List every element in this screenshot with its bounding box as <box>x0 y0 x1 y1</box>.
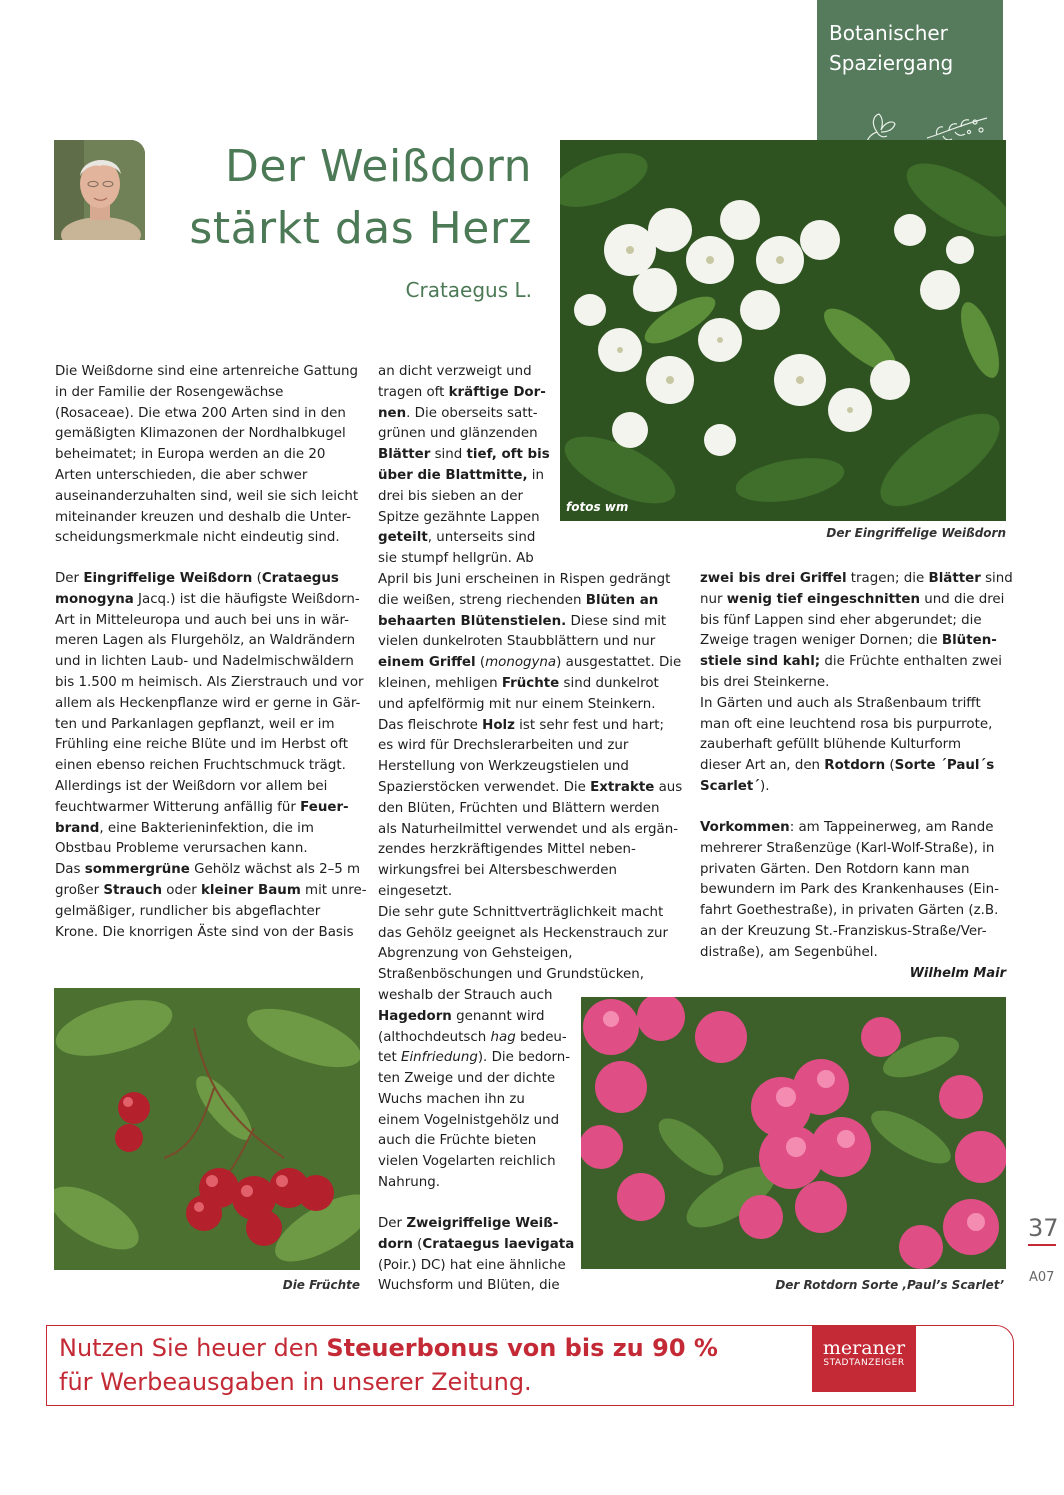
text-line: den Blüten, Früchten und Blättern werden <box>378 800 660 816</box>
text-line: gemäßigten Klimazonen der Nordhalbkugel <box>55 426 346 442</box>
text-line: (althochdeutsch hag bedeu- <box>378 1029 567 1045</box>
text-line: Arten unterschieden, die aber schwer <box>55 467 308 483</box>
text-line: mehrerer Straßenzüge (Karl-Wolf-Straße), in <box>700 840 995 856</box>
text-line: Der Eingriffelige Weißdorn (Crataegus <box>55 571 339 586</box>
text-line: geteilt, unterseits sind <box>378 530 536 546</box>
text-line: Krone. Die knorrigen Äste sind von der Basis <box>55 924 354 940</box>
text-line: nen. Die oberseits satt- <box>378 405 538 421</box>
section-tag <box>817 0 1003 160</box>
col1-paragraph1 <box>55 362 358 549</box>
caption-main-photo: Der Eingriffelige Weißdorn <box>826 526 1006 540</box>
text-line: miteinander kreuzen und deshalb die Unter- <box>55 509 351 525</box>
text-line: privaten Gärten. Den Rotdorn kann man <box>700 861 970 877</box>
text-line: Art in Mitteleuropa und auch bei uns in wär- <box>55 612 350 628</box>
text-line: allem als Heckenpflanze wird er gerne in Gär- <box>55 695 361 711</box>
text-line: Zweige tragen weniger Dornen; die Blüten- <box>700 633 997 649</box>
text-line: Scarlet´). <box>700 778 770 794</box>
text-line: scheidungsmerkmale nicht eindeutig sind. <box>55 530 340 546</box>
text-line: an dicht verzweigt und <box>378 364 532 379</box>
meraner-logo <box>812 1326 916 1392</box>
headline-line1: Der Weißdorn <box>224 141 532 192</box>
text-line: großer Strauch oder kleiner Baum mit unre- <box>55 882 367 898</box>
text-line: tragen oft kräftige Dor- <box>378 384 546 400</box>
text-line: dieser Art an, den Rotdorn (Sorte ´Paul´s <box>700 758 995 774</box>
text-line: in der Familie der Rosengewächse <box>55 384 284 400</box>
headline-line2: stärkt das Herz <box>189 203 532 254</box>
text-line: dorn (Crataegus laevigata <box>378 1236 575 1252</box>
text-line: Das fleischrote Holz ist sehr fest und hart; <box>378 717 664 733</box>
caption-fruits: Die Früchte <box>282 1278 360 1292</box>
text-line: Die sehr gute Schnittverträglichkeit macht <box>378 904 664 920</box>
text-line: Vorkommen: am Tappeinerweg, am Rande <box>700 820 994 835</box>
text-line: zauberhaft gefüllt blühende Kulturform <box>700 737 961 753</box>
text-line: monogyna Jacq.) ist die häufigste Weißdorn- <box>55 591 360 607</box>
text-line: eingesetzt. <box>378 883 453 899</box>
text-line: beheimatet; in Europa werden an die 20 <box>55 447 326 463</box>
text-line: stiele sind kahl; die Früchte enthalten zwei <box>700 654 1002 670</box>
text-line: einen ebenso reichen Fruchtschmuck trägt. <box>55 758 346 774</box>
caption-rotdorn: Der Rotdorn Sorte ‚Paul’s Scarlet’ <box>775 1278 1004 1292</box>
text-line: auch die Früchte bieten <box>378 1133 537 1149</box>
col3-paragraph2 <box>700 818 999 964</box>
text-line: gelmäßiger, rundlicher bis abgeflachter <box>55 903 321 919</box>
text-line: auseinanderzuhalten sind, weil sie sich leicht <box>55 488 359 504</box>
text-line: zwei bis drei Griffel tragen; die Blätter sind <box>700 571 1013 586</box>
ad-line1-bold: Steuerbonus von bis zu 90 % <box>326 1334 718 1362</box>
ad-line1-text: Nutzen Sie heuer den <box>59 1334 327 1362</box>
text-line: Blätter sind tief, oft bis <box>378 447 550 463</box>
col2-paragraph2 <box>378 1214 574 1297</box>
text-line: ten und Parkanlagen gepflanzt, weil er im <box>55 716 335 732</box>
text-line: über die Blattmitte, in <box>378 467 545 483</box>
author-signature: Wilhelm Mair <box>909 966 1006 981</box>
text-line: weshalb der Strauch auch <box>378 987 553 1003</box>
text-line: wirkungsfrei bei Altersbeschwerden <box>378 863 617 879</box>
text-line: bis drei Steinkerne. <box>700 674 830 690</box>
text-line: an der Kreuzung St.-Franziskus-Straße/Ver- <box>700 923 987 939</box>
photo-rotdorn <box>581 997 1006 1269</box>
text-line: einem Griffel (monogyna) ausgestattet. Die <box>378 655 682 671</box>
section-tag-line2: Spaziergang <box>829 51 954 75</box>
text-line: Wuchsform und Blüten, die <box>378 1278 560 1294</box>
text-line: Allerdings ist der Weißdorn vor allem bei <box>55 778 328 794</box>
col3-paragraph1 <box>700 569 1013 798</box>
author-photo <box>54 140 145 240</box>
page-number-rule <box>1028 1244 1056 1246</box>
text-line: sie stumpf hellgrün. Ab <box>378 551 534 567</box>
text-line: (Rosaceae). Die etwa 200 Arten sind in den <box>55 405 346 421</box>
text-line: (Poir.) DC) hat eine ähnliche <box>378 1257 566 1273</box>
text-line: Obstbau Probleme verursachen kann. <box>55 841 308 857</box>
text-line: als Naturheilmittel verwendet und als ergän- <box>378 821 679 837</box>
text-line: und apfelförmig mit nur einem Steinkern. <box>378 696 656 712</box>
text-line: Der Zweigriffelige Weiß- <box>378 1216 559 1231</box>
text-line: es wird für Drechslerarbeiten und zur <box>378 738 629 754</box>
text-line: Hagedorn genannt wird <box>378 1008 545 1024</box>
text-line: Frühling eine reiche Blüte und im Herbst oft <box>55 737 348 753</box>
text-line: zendes herzkräftigendes Mittel neben- <box>378 842 636 858</box>
logo-subtitle: STADTANZEIGER <box>823 1358 905 1368</box>
logo-name: meraner <box>822 1337 906 1359</box>
text-line: Nahrung. <box>378 1175 440 1191</box>
text-line: kleinen, mehligen Früchte sind dunkelrot <box>378 675 659 691</box>
text-line: tet Einfriedung). Die bedorn- <box>378 1050 571 1066</box>
text-line: bis 1.500 m heimisch. Als Zierstrauch und vor <box>55 674 364 690</box>
text-line: nur wenig tief eingeschnitten und die drei <box>700 591 1005 607</box>
text-line: brand, eine Bakterieninfektion, die im <box>55 820 314 836</box>
ad-line2: für Werbeausgaben in unserer Zeitung. <box>59 1368 532 1396</box>
ad-banner <box>46 1325 1014 1406</box>
text-line: Wuchs machen ihn zu <box>378 1091 525 1107</box>
text-line: und in lichten Laub- und Nadelmischwäldern <box>55 654 354 670</box>
text-line: April bis Juni erscheinen in Rispen gedrängt <box>378 571 671 587</box>
col1-paragraph2 <box>55 569 367 943</box>
text-line: Spitze gezähnte Lappen <box>378 509 540 525</box>
text-line: vielen dunkelroten Staubblättern und nur <box>378 634 656 650</box>
text-line: bewundern im Park des Krankenhauses (Ein- <box>700 882 999 898</box>
text-line: Die Weißdorne sind eine artenreiche Gattung <box>55 364 358 379</box>
page-number: 37 <box>1028 1214 1059 1242</box>
text-line: behaarten Blütenstielen. Diese sind mit <box>378 613 667 629</box>
text-line: die weißen, streng riechenden Blüten an <box>378 592 659 608</box>
text-line: einem Vogelnistgehölz und <box>378 1112 560 1128</box>
photo-hawthorn-fruits <box>54 988 360 1270</box>
text-line: grünen und glänzenden <box>378 426 538 442</box>
section-tag-line1: Botanischer <box>829 21 948 45</box>
text-line: ten Zweige und der dichte <box>378 1071 556 1087</box>
text-line: vielen Vogelarten reichlich <box>378 1154 556 1170</box>
text-line: fahrt Goethestraße), in privaten Gärten (z.B. <box>700 903 999 919</box>
text-line: feuchtwarmer Witterung anfällig für Feuer- <box>55 799 349 815</box>
text-line: bis fünf Lappen sind eher abgerundet; die <box>700 612 982 628</box>
text-line: distraße), am Segenbühel. <box>700 944 878 960</box>
headline <box>150 136 532 260</box>
text-line: das Gehölz geeignet als Heckenstrauch zur <box>378 925 669 941</box>
text-line: drei bis sieben an der <box>378 488 523 504</box>
text-line: Straßenböschungen und Grundstücken, <box>378 967 645 983</box>
photo-credit: fotos wm <box>566 500 629 514</box>
text-line: Das sommergrüne Gehölz wächst als 2–5 m <box>55 862 361 878</box>
text-line: Abgrenzung von Gehsteigen, <box>378 946 573 962</box>
text-line: In Gärten und auch als Straßenbaum trifft <box>700 695 981 711</box>
text-line: Spazierstöcken verwendet. Die Extrakte aus <box>378 779 683 795</box>
subtitle: Crataegus L. <box>405 278 532 302</box>
text-line: meren Lagen als Flurgehölz, an Waldrändern <box>55 633 356 649</box>
text-line: man oft eine leuchtend rosa bis purpurrote, <box>700 716 993 732</box>
ad-line1 <box>59 1334 718 1362</box>
text-line: Herstellung von Werkzeugstielen und <box>378 759 629 775</box>
page-code: A07 <box>1029 1270 1055 1285</box>
